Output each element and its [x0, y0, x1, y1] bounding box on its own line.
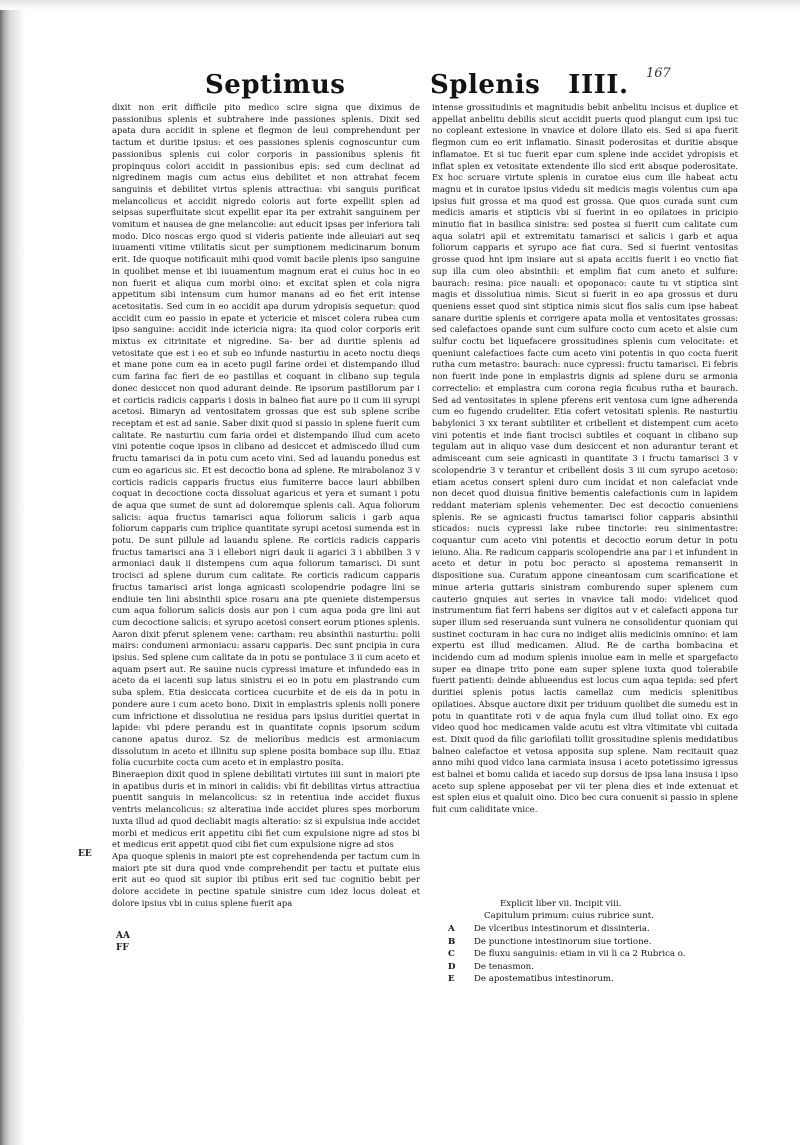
rubric-letter: A: [448, 924, 455, 934]
running-head-left: Septimus: [205, 70, 346, 100]
rubric-item: [448, 973, 748, 986]
rubric-text: De tenasmon.: [474, 961, 534, 972]
margin-letter-ee: EE: [78, 849, 92, 859]
chapter-heading: Capitulum primum: cuius rubrice sunt.: [484, 911, 654, 921]
rubric-letter: C: [448, 949, 455, 960]
scan-top-shadow: [0, 0, 800, 10]
rubric-text: De punctione intestinorum siue tortione.: [474, 936, 652, 947]
text-column-right: [432, 102, 738, 822]
explicit-line: Explicit liber vii. Incipit viii.: [500, 899, 622, 909]
paragraph: Bineraepion dixit quod in splene debilitati virtutes iiii sunt in maiori pte in apatibus duris et in minori in calidis: vbi fit debilitas virtus attractiua puentit sanguis in melancolicus: sz in retentiua inde accidet fluxus ventris melancolicus: sz alteratiua inde accidet plures spes morborum iuxta illud ad quod decliabit magis alteratio: sz si expulsiua inde accidet morbi et medicus erit appetitu cibi fiet cum expulsione nigre ad stos bi et medicus erit appetit quod cibi fiet cum expulsione nigre ad stos: [112, 769, 420, 850]
rubric-list: [448, 923, 748, 986]
running-head-right: [430, 70, 640, 100]
scan-edge-shadow: [0, 0, 26, 1145]
text-column-left: [112, 102, 420, 1022]
rubric-letter: E: [448, 974, 455, 985]
running-head-title: Splenis: [430, 70, 541, 100]
rubric-text: De vlceribus intestinorum et dissinteria.: [474, 924, 650, 934]
margin-letter-aa: AA: [116, 931, 130, 941]
rubric-letter: D: [448, 961, 456, 972]
folio-number: 167: [646, 66, 671, 81]
rubric-text: De fluxu sanguinis: etiam in vii li ca 2 Rubrica o.: [474, 949, 686, 960]
rubric-text: De apostematibus intestinorum.: [474, 974, 614, 985]
rubric-letter: B: [448, 936, 456, 947]
paragraph: Apa quoque splenis in maiori pte est coprehendenda per tactum cum in maiori pte sit dura quod vnde comprehendit per tactu et puitate eius erit aut eo quod sit supior ibi ptibus erit sed tuc cognitio bebit per dolore accidete in pectine spatule sinistre cum idez locus doleat et dolore ipsius vbi in cuius splene fuerit apa: [112, 851, 420, 908]
running-head-numeral: IIII.: [568, 70, 629, 100]
rubric-item: [448, 948, 748, 961]
margin-letter-ff: FF: [116, 943, 129, 953]
rubric-item: [448, 961, 748, 974]
rubric-item: [448, 923, 748, 936]
paragraph: intense grossitudinis et magnitudis bebit anbelitu incisus et duplice et appellat anbelitu debilis sicut accidit pueris quod plangut cum ipsi tuc no copleant extesione in vnavice et dolore illato eis. Sed si apa fuerit flegmon cum eo erit inflamatio. Sinasit poderositas et duritie absque inflamatoe. Et si tuc fuerit epar cum splene inde accidet ydropisis et inflat splen ex vetositate extendente illo sicd erit absque poderositate. Ex hoc scruare virtute splenis in curatoe eius cum ille habeat actu magnu et in curatoe ipsius videdu sit medicis magis volentus cum apa ipsius fuit grossa et ma quod est grossa. Que quos curada sunt cum medicis amaris et stipticis vbi si fuerint in eo opilatoes in pricipio minutio fiat in basilica sinistra: sed postea si fuerit cum calitate cum aqua solatri apii et extremitatu tamarisci et salicis i garb et aqua foliorum capparis et syrupo ace fiat cura. Sed si fuerint ventositas grosse quod hnt ipm insiare aut si apata accitis fuerit i eo vnctio fiat sup illa cum oleo absinthii: et emplim fiat cum aneto et sulfure: baurach: resina: pice nauali: et opoponaco: caute tu vt stiptica sint magis et dissolutiua nimis. Sicut si fuerit in eo apa grossus et duru queniens esset quod sint stiptica nimis sicut flos salis cum ipse habeat sanare duritie splenis et corrigere apata molla et ventositates grossas: sed calefactoes opande sunt cum sulfure cocto cum aceto et alsie cum sulfur coctu bet liquefacere grossitudines splenis cum velocitate: et queniunt calefactioes facte cum aceto vini potentis in quo cocta fuerit rutha cum metastro: baurach: nuce cypressi: fructu tamarisci. Ei febris non fuerit inde pone in emplastris dignis ad splene duru se armonia correctelio: et emplastra cum corona regia ficubus rutha et baurach. Sed ad ventositates in splene pferens erit ventosa cum igne adherenda cum eo fugendo crudeliter. Etia cofert vetositati splenis. Re nasturtiu babylonici 3 xx terant subtiliter et cribellent et distempent cum aceto vini potentis et inde fiant trocisci subtiles et coquant in clibano sup tegulam aut in aliquo vase dum desiccent et non adurantur terant et admisceant cum seie agnicasti in quantitate 3 i fructu tamarisci 3 v scolopendrie 3 v terantur et cribellent dosis 3 iii cum syrupo acetoso: etiam acetus consert spleni duro cum incidat et non calefaciat vnde non decet quod diuisua finitive bementis calefactionis cum in lapidem reddant materiam splenis vehementer. Dec est decoctio conueniens splenis. Re se agnicasti fructus tamarisci folior capparis absinthii sticados: nucis cypressi lake rubee tinctorie: reu sinimentastre: coquantur cum aceto vini potentis et decoctio eorum detur in potu ieiuno. Alia. Re radicum capparis scolopendrie ana par i et infundent in aceto et detur in potu boc peracto si apostema remanserit in dispositione sua. Curatum appone cineantosam cum scarificatione et minue arteria guttaris sinistram comburendo super splenem cum cauterio gnquies aut series in vnavice tali modo: videlicet quod instrumentum fiat ferri habens ser digitos aut v et calefacti appona tur super illum sed reseruanda sunt vulnera ne consolidentur quoniam qui sustinet cocturam in hac cura no indiget aliis medicinis omnino: et iam expertu est illud medicamen. Aliud. Re de cartha bombacina et incidendo cum ad modum splenis inuolue eam in melle et spargefacto super ea dinape trito pone eam super splene iuxta quod tolerabile fuerit patienti: deinde ablueendus est locus cum aqua tepida: sed pfert duritiei splenis potus lactis camellaz cum medicis splenitibus opilatioes. Absque auctore dixit per triduum quolibet die sumedu est in potu in quantitate roti v de aqua fnyla cum illud tollat oino. Ex ego video quod hoc medicamen valde acutu est vltra vltimitate vbi cuitada est. Dixit quod da filic gariofilati tollit grossitudine splenis medidatibus balneo calefactoe et vetosa apposita sup splene. Nam recitauit quaz anno mihi quod vidco lana carmiata insusa i aceto potetissimo igressus est balnei et bomu calida et iacedo sup dorsus de ipsa lana insusa i ipso aceto sup splene apposebat per vii ter plena dies et inde extenuat et est splen eius et qualuit oino. Dico bec cura conuenit si passio in splene fuit cum caliditate vnice.: [432, 102, 738, 815]
paragraph: dixit non erit difficile pito medico scire signa que diximus de passionibus splenis et subtrahere inde passiones splenis. Dixit sed apata dura accidit in splene et flegmon de leui comprehendunt per tactum et duritie ipsius: et oes passiones splenis cognoscuntur cum passionibus splenis cui color corporis in passionibus splenis fit propinquus colori accidit in passionibus epis: sed cum declinat ad nigredinem magis cum actus eius debilitet et non attrahat fecem sanguinis et debilitet virtus splenis attractiua: vbi sanguis purificat melancolicus et accidit nigredo coloris aut forte expellit splen ad seipsas superfluitate sicut expellit epar ita per extrahit sanguinem per vomitum et nausea de gne melancolie: aut educit ipsas per inferiora tali modo. Dico noscas ergo quod si videris patiente inde alleuiari aut seq iuuamenti vitime vtilitatis sicut per sumptionem medicinarum bonum erit. Ide quoque notificauit mihi quod vomit bacile plenis ipso sanguine in quolibet mense et ibi iuuamentum magnum erat ei cuius hoc in eo non fuerit et aliqua cum morbi oino: et excitat splen et cola nigra appetitum sibi intensum cum humor manans ad eo fiet erit intense acetositatis. Sed cum in eo accidit apa durum ydropisis sequetur: quod accidit cum eo passio in epate et yctericie et miscet colera rubea cum ipso sanguine: accidit inde ictericia nigra: ita quod color corporis erit mixtus ex citrinitate et nigredine. Sa- ber ad duritie splenis ad vetositate que est i eo et sub eo infunde nasturtiu in aceto noctu dieqs et mane pone cum ea in aceto pugil farine ordei et distempando illud cum farina fac fieri de eo pastillas et coquant in clibano sup tegula donec desiccet non quod adurant deinde. Re ipsorum pastillorum par i et corticis radicis capparis i dosis in balneo fiat aure po ii cum iii syrupi acetosi. Bimaryn ad ventositatem grossas que est sub splene scribe receptam et est ad sanie. Saber dixit quod si passio in splene fuerit cum calitate. Re nasturtiu cum faria ordei et distempando illud cum aceto vini potentie coque ipsos in clibano ad desiccet et admiscedo illud cum fructu tamarisci da in potu cum aceto vini. Sed ad lauandu ponedus est cum eo agaricus sic. Et est decoctio bona ad splene. Re mirabolanoz 3 v corticis radicis capparis fructus eius fumiterre bacce lauri abbilben coquat in decoctione cocta dissoluat agaricus et yera et sumant i potu de aqua que sumet de sunt ad doloremque splenis cali. Aqua foliorum salicis: aqua fructus tamarisci aqua foliorum salicis i garb aqua foliorum capparis cum triplice quantitate syrupi acetosi sumenda est in potu. De sunt pillule ad lauandu splene. Re corticis radicis capparis fructus tamarisci ana 3 i ellebori nigri dauk ii agarici 3 i abbilben 3 v armoniaci dauk ii distempens cum aqua foliorum tamarisci. Di sunt trocisci ad splene durum cum calitate. Re corticis radicum capparis fructus tamarisci arist longa agnicasti scolopendrie podagre lini se endiuie ten lini absinthii spice rosaru ana pte queniete distempersus cum aqua foliorum salicis dosis aur pon i cum aqua poda gre lini aut cum decoctione salicis: et syrupo acetosi consert eorum ptiones splenis. Aaron dixit pferut splenem vene: cartham: reu absinthii nasturtiu: polii mairs: condumeni armoniacu: assaru capparis. Dec sunt pncipia in cura ipsius. Sed splene cum calitate da in potu se pontulace 3 ii cum aceto et aquam psert aut. Re sauine nucis cypressi imature et infundedo eas in aceto da ei iacenti sup latus sinistru ei eo in potu em plastrando cum suba splem. Etia desiccata corticea cucurbite et de eis da in potu in pondere aure i cum aceto bono. Dixit in emplastris splenis nolli ponere cum infrictione et dissolutiua ne residua pars ipsius duritiei quertat in lapide: vbi pdere perandu est in quantitate copnis ipsorum scdum canone apatus duroz. Sz de melioribus medicis est armoniacum dissolutum in aceto et illinitu sup splene posita bombace sup illu. Etiaz folia cucurbite cocta cum aceto et in emplastro posita.: [112, 102, 420, 768]
rubric-item: [448, 936, 748, 949]
